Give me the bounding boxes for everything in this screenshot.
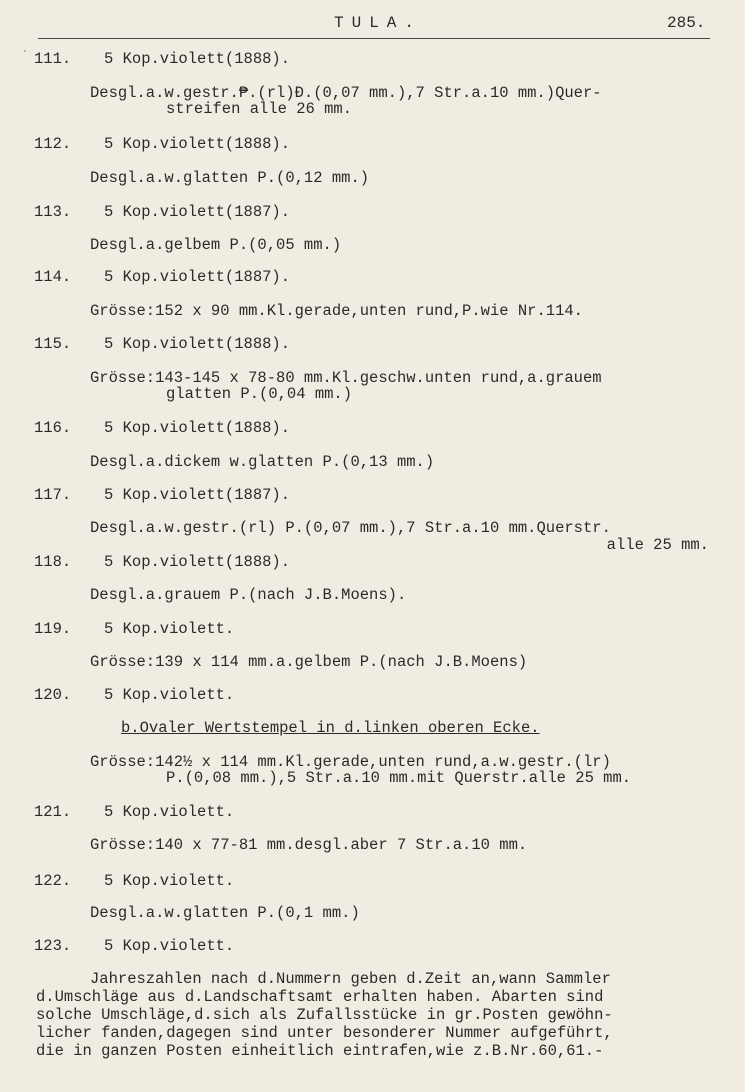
entry-item: 5 Kop.violett(1888). (104, 335, 291, 353)
entry-number: 113. (34, 203, 72, 221)
entry-detail: Desgl.a.grauem P.(nach J.B.Moens). (90, 586, 407, 604)
entry-item: 5 Kop.violett(1888). (104, 50, 291, 68)
entry-number: 112. (34, 135, 72, 153)
footnote-line: d.Umschläge aus d.Landschaftsamt erhalten haben. Abarten sind (36, 988, 604, 1006)
entry-item: 5 Kop.violett. (104, 937, 235, 955)
footnote-line: die in ganzen Posten einheitlich eintrafen,wie z.B.Nr.60,61.- (36, 1042, 604, 1060)
entry-item: 5 Kop.violett(1887). (104, 268, 291, 286)
entry-detail: alle 25 mm. (606, 536, 709, 554)
entry-item: 5 Kop.violett(1887). (104, 486, 291, 504)
section-subheading: b.Ovaler Wertstempel in d.linken oberen Ecke. (121, 719, 540, 737)
page-header (0, 14, 745, 42)
entry-item: 5 Kop.violett. (104, 872, 235, 890)
entry-item: 5 Kop.violett(1888). (104, 419, 291, 437)
entry-detail: Desgl.a.w.glatten P.(0,1 mm.) (90, 904, 360, 922)
entry-item: 5 Kop.violett. (104, 686, 235, 704)
entry-detail: glatten P.(0,04 mm.) (166, 385, 353, 403)
entry-number: 116. (34, 419, 72, 437)
entry-number: 120. (34, 686, 72, 704)
entry-number: 111. (34, 50, 72, 68)
entry-number: 122. (34, 872, 72, 890)
footnote-line: licher fanden,dagegen sind unter besonderer Nummer aufgeführt, (36, 1024, 613, 1042)
footnote-line: solche Umschläge,d.sich als Zufallsstücke in gr.Posten gewöhn- (36, 1006, 613, 1024)
entry-number: 117. (34, 486, 72, 504)
header-rule (38, 38, 710, 39)
footnote-line: Jahreszahlen nach d.Nummern geben d.Zeit an,wann Sammler (90, 970, 611, 988)
entry-detail: Desgl.a.w.glatten P.(0,12 mm.) (90, 169, 370, 187)
entry-item: 5 Kop.violett. (104, 620, 235, 638)
entry-detail: streifen alle 26 mm. (166, 100, 353, 118)
entry-number: 114. (34, 268, 72, 286)
entry-detail: Grösse:139 x 114 mm.a.gelbem P.(nach J.B.Moens) (90, 653, 528, 671)
entry-number: 121. (34, 803, 72, 821)
entry-detail: Desgl.a.w.gestr.(rl) P.(0,07 mm.),7 Str.a.10 mm.Querstr. (90, 519, 611, 537)
page-title: TULA. (334, 14, 423, 32)
page-number: 285. (667, 14, 706, 32)
entry-item: 5 Kop.violett. (104, 803, 235, 821)
entry-item: 5 Kop.violett(1888). (104, 135, 291, 153)
entry-item: 5 Kop.violett(1887). (104, 203, 291, 221)
entry-detail: Grösse:140 x 77-81 mm.desgl.aber 7 Str.a.10 mm. (90, 836, 528, 854)
entry-detail: Desgl.a.dickem w.glatten P.(0,13 mm.) (90, 453, 435, 471)
entry-number: 115. (34, 335, 72, 353)
entry-detail: Desgl.a.gelbem P.(0,05 mm.) (90, 236, 342, 254)
entry-detail: Desgl.a.w.gestr.₱.(rl)Ɖ.(0,07 mm.),7 Str.a.10 mm.)Quer- (90, 84, 602, 102)
entry-detail: Grösse:152 x 90 mm.Kl.gerade,unten rund,P.wie Nr.114. (90, 302, 583, 320)
entry-item: 5 Kop.violett(1888). (104, 553, 291, 571)
margin-mark: ʻ (22, 50, 29, 61)
section-detail: P.(0,08 mm.),5 Str.a.10 mm.mit Querstr.alle 25 mm. (166, 769, 632, 787)
entry-number: 123. (34, 937, 72, 955)
entry-number: 119. (34, 620, 72, 638)
entry-number: 118. (34, 553, 72, 571)
section-detail: Grösse:142½ x 114 mm.Kl.gerade,unten rund,a.w.gestr.(lr) (90, 753, 611, 771)
entry-detail: Grösse:143-145 x 78-80 mm.Kl.geschw.unten rund,a.grauem (90, 369, 602, 387)
